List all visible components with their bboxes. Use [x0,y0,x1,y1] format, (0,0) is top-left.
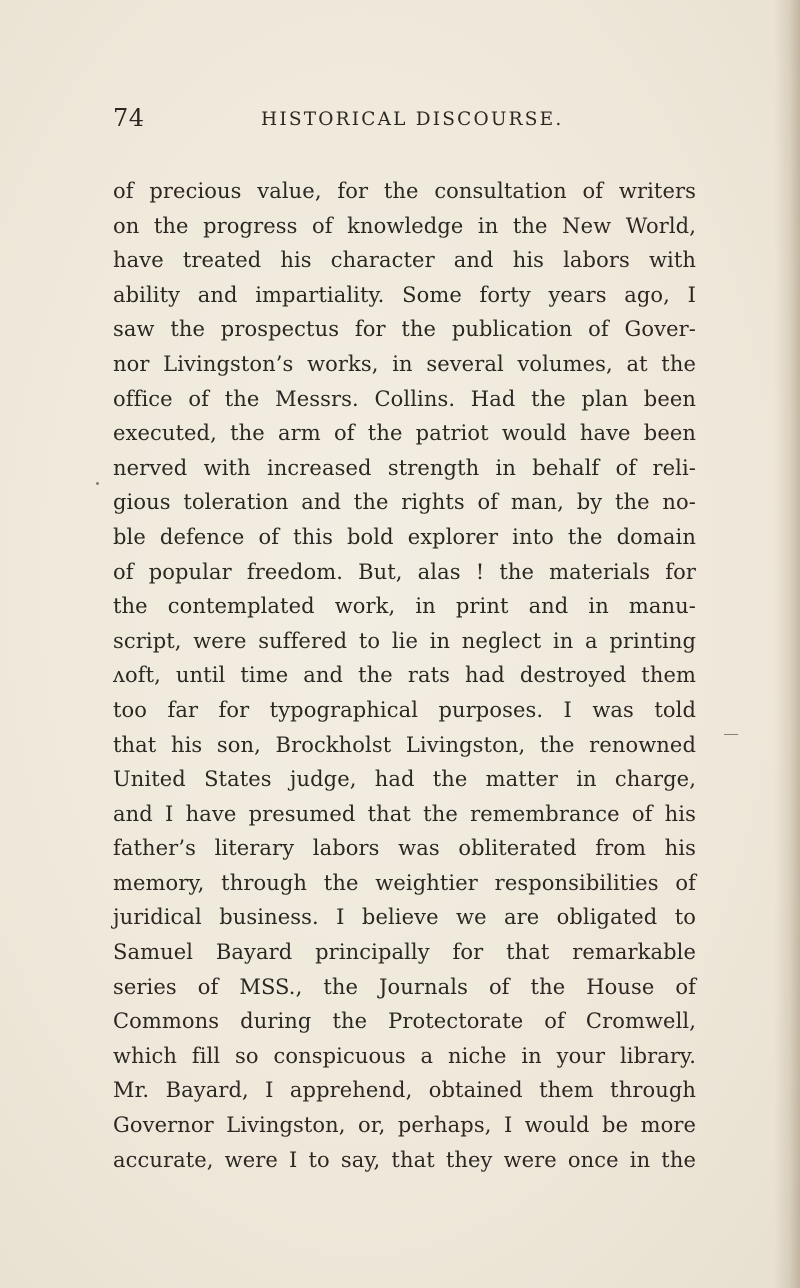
text-line: and I have presumed that the remembrance of his [113,801,696,826]
text-line: nerved with increased strength in behalf of reli- [113,455,696,480]
text-line: ability and impartiality. Some forty years ago, I [113,282,696,307]
text-line: series of MSS., the Journals of the House of [113,974,696,999]
text-line: have treated his character and his labors with [113,248,696,273]
text-line: of precious value, for the consultation of writers [113,179,696,203]
text-line: on the progress of knowledge in the New World, [113,213,696,238]
text-line: United States judge, had the matter in charge, [113,767,696,792]
text-line: saw the prospectus for the publication of Gover- [113,317,696,342]
text-line: the contemplated work, in print and in manu- [113,594,696,619]
body-text [113,174,696,1177]
text-line: ble defence of this bold explorer into the domain [113,524,696,549]
text-line: father’s literary labors was obliterated from his [113,836,696,861]
text-line: too far for typographical purposes. I was told [113,697,696,722]
text-line: Commons during the Protectorate of Cromwell, [113,1009,696,1034]
text-line: Samuel Bayard principally for that remarkable [113,940,696,965]
text-line: gious toleration and the rights of man, by the no- [113,490,696,515]
page-edge-shadow [774,0,800,1288]
paper-speck [96,482,99,485]
paper-speck [724,734,738,735]
page-number: 74 [113,104,145,132]
text-line: script, were suffered to lie in neglect in a printing [113,628,696,653]
text-line: Governor Livingston, or, perhaps, I would be more [113,1113,696,1138]
text-line: nor Livingston’s works, in several volumes, at the [113,351,696,376]
text-line: ʌoft, until time and the rats had destroyed them [113,663,696,688]
text-line: memory, through the weightier responsibilities of [113,870,696,895]
text-line: of popular freedom. But, alas ! the materials for [113,559,696,584]
text-line: accurate, were I to say, that they were once in the [113,1147,696,1172]
text-line: office of the Messrs. Collins. Had the plan been [113,386,696,411]
text-line: Mr. Bayard, I apprehend, obtained them through [113,1078,696,1103]
page-header [113,104,693,144]
running-head: HISTORICAL DISCOURSE. [261,109,564,130]
text-line: which fill so conspicuous a niche in your library. [113,1043,696,1068]
text-line: executed, the arm of the patriot would have been [113,421,696,446]
text-line: that his son, Brockholst Livingston, the renowned [113,732,696,757]
text-line: juridical business. I believe we are obligated to [113,905,696,930]
